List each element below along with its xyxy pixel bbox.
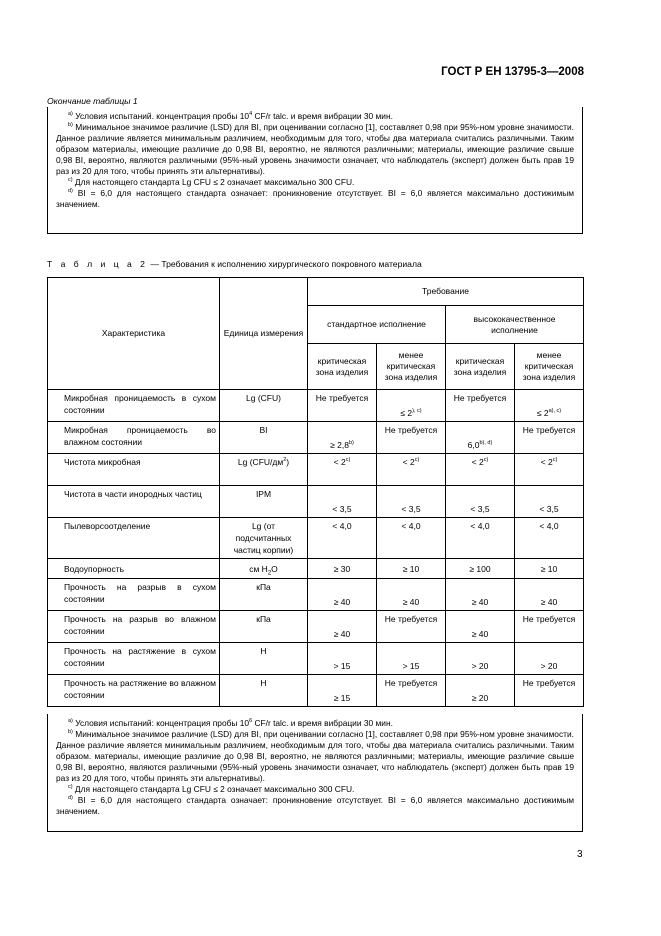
table-row: Прочность на разрыв в сухом состоянии кПа ≥ 40 ≥ 40 ≥ 40 ≥ 40 [48,579,584,611]
footnote-a: $^{a)}$ Условия испытаний. концентрация пробы $10^4$ CF/r talc. и время вибрации 30 мин. [68,111,393,121]
table-row: Чистота в части инородных частиц IPM < 3,5 < 3,5 < 3,5 < 3,5 [48,486,584,518]
table-row: Прочность на растяжение во влажном состоянии Н ≥ 15 Не требуется ≥ 20 Не требуется [48,675,584,707]
footnote-b: $^{b)}$ Минимальное значимое различие (LSD) для BI, при оценивании согласно [1], составляет 0,98 при 95%-ном уровне значимости. Данное различие является минимальным различием, необходимым для того, чтобы два материала считались различными. Таким образом материалы, имеющие различие до 0,98 BI, вероятно, не являются различными; материалы, имеющие различие свыше 0,98 BI, вероятно, являются различными (95%-ный уровень значимости означает, что наблюдатель (эксперт) должен быть прав 19 раз из 20 для того, чтобы принять эти альтернативы). [56,122,574,176]
footnote-b: $^{b)}$ Минимальное значимое различие (LSD) для BI, при оценивании согласно [1], составляет 0,98 при 95%-ном уровне значимости. Данное различие является минимальным различием, необходимым для того, чтобы два материала считались различными. Таким образом. материалы, имеющие различие до 0,98 BI, вероятно, не являются различными; материалы, имеющие различие свыше 0,98 BI, вероятно, являются различными (95%-ный уровень значимости означает, что наблюдатель (эксперт) должен быть прав 19 раз из 20 для того, чтобы принять эти альтернативы). [56,729,574,783]
header-requirements: Требование [308,278,584,306]
header-critical-std: критическая зона изделия [308,344,377,390]
table-row: Пылеворсоотделение Lg (от подсчитанных частиц корпии) < 4,0 < 4,0 < 4,0 < 4,0 [48,518,584,559]
header-standard: стандартное исполнение [308,306,446,344]
footnote-c: $^{c)}$ Для настоящего стандарта Lg CFU ≤ 2 означает максимально 300 CFU. [68,177,355,187]
header-less-critical-std: менее критическая зона изделия [377,344,446,390]
footnote-d: $^{d)}$ BI = 6,0 для настоящего стандарта означает: проникновение отсутствует. BI = 6,0 является максимально достижимым значением. [56,795,574,816]
table-row: Прочность на разрыв во влажном состоянии кПа ≥ 40 Не требуется ≥ 40 Не требуется [48,611,584,643]
header-critical-high: критическая зона изделия [446,344,515,390]
requirements-table [47,277,584,707]
table-row: Микробная проницаемость в сухом состоянии Lg (CFU) Не требуется ≤ $2^{), c)}$ Не требуется ≤ $2^{a), c)}$ [48,390,584,422]
header-less-critical-high: менее критическая зона изделия [515,344,584,390]
table2-footnotes [47,714,583,832]
footnote-c: $^{c)}$ Для настоящего стандарта Lg CFU ≤ 2 означает максимально 300 CFU. [68,784,355,794]
header-high: высококачественное исполнение [446,306,584,344]
table-row: Водоупорность см $H_2O$ ≥ 30 ≥ 10 ≥ 100 ≥ 10 [48,559,584,579]
table-row: Прочность на растяжение в сухом состоянии Н > 15 > 15 > 20 > 20 [48,643,584,675]
table1-footnotes [47,107,583,234]
footnote-a: $^{a)}$ Условия испытаний: концентрация пробы $10^6$ CF/r talc. и время вибрации 30 мин. [68,718,393,728]
continuation-label: Окончание таблицы 1 [47,96,138,106]
table-row: Микробная проницаемость во влажном состоянии BI ≥ $2,8^{b)}$ Не требуется $6,0^{b), d)}$ Не требуется [48,422,584,454]
page-number: 3 [577,849,583,860]
document-id: ГОСТ Р ЕН 13795-3—2008 [441,66,584,78]
footnote-d: $^{d)}$ BI = 6,0 для настоящего стандарта означает: проникновение отсутствует. BI = 6,0 является максимально достижимым значением. [56,188,574,209]
header-characteristic: Характеристика [48,278,220,390]
table-caption: Т а б л и ц а 2 — Требования к исполнению хирургического покровного материала [47,259,422,269]
header-unit: Единица измерения [220,278,308,390]
table-row: Чистота микробная Lg $(CFU/дм^2)$ < $2^{c)}$ < $2^{c)}$ < $2^{c)}$ < $2^{c)}$ [48,454,584,486]
